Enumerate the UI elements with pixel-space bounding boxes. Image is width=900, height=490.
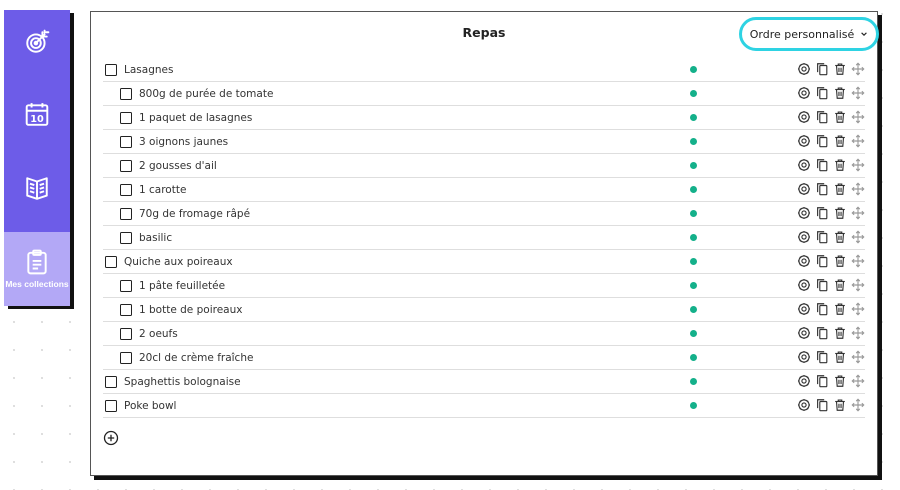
item-label: 1 pâte feuilletée bbox=[139, 279, 226, 292]
copy-icon bbox=[815, 350, 829, 364]
delete-button[interactable] bbox=[833, 206, 847, 220]
settings-button[interactable] bbox=[797, 206, 811, 220]
item-label: 2 gousses d'ail bbox=[139, 159, 217, 172]
status-dot bbox=[690, 114, 697, 121]
copy-button[interactable] bbox=[815, 134, 829, 148]
status-dot bbox=[690, 402, 697, 409]
item-checkbox[interactable] bbox=[120, 184, 132, 196]
settings-button[interactable] bbox=[797, 302, 811, 316]
row-actions bbox=[797, 86, 865, 100]
status-dot bbox=[690, 234, 697, 241]
drag-handle[interactable] bbox=[851, 302, 865, 316]
settings-icon bbox=[797, 326, 811, 340]
settings-icon bbox=[797, 398, 811, 412]
item-checkbox[interactable] bbox=[105, 64, 117, 76]
trash-icon bbox=[833, 254, 847, 268]
copy-button[interactable] bbox=[815, 86, 829, 100]
drag-handle[interactable] bbox=[851, 398, 865, 412]
list-item-recipe bbox=[103, 370, 865, 394]
drag-handle[interactable] bbox=[851, 86, 865, 100]
delete-button[interactable] bbox=[833, 134, 847, 148]
add-item-button[interactable] bbox=[103, 430, 119, 446]
item-checkbox[interactable] bbox=[120, 88, 132, 100]
item-label: 2 oeufs bbox=[139, 327, 178, 340]
row-actions bbox=[797, 206, 865, 220]
list-item-ingredient bbox=[103, 274, 865, 298]
item-label: 3 oignons jaunes bbox=[139, 135, 229, 148]
move-icon bbox=[851, 206, 865, 220]
book-icon bbox=[24, 175, 50, 201]
status-dot bbox=[690, 186, 697, 193]
status-dot bbox=[690, 306, 697, 313]
delete-button[interactable] bbox=[833, 350, 847, 364]
list-item-recipe bbox=[103, 58, 865, 82]
status-dot bbox=[690, 90, 697, 97]
copy-button[interactable] bbox=[815, 182, 829, 196]
copy-icon bbox=[815, 230, 829, 244]
plus-circle-icon bbox=[103, 430, 119, 446]
item-checkbox[interactable] bbox=[105, 400, 117, 412]
delete-button[interactable] bbox=[833, 302, 847, 316]
settings-icon bbox=[797, 206, 811, 220]
copy-icon bbox=[815, 86, 829, 100]
settings-icon bbox=[797, 254, 811, 268]
settings-button[interactable] bbox=[797, 398, 811, 412]
list-item-ingredient bbox=[103, 298, 865, 322]
settings-icon bbox=[797, 134, 811, 148]
chevron-down-icon bbox=[860, 30, 868, 38]
move-icon bbox=[851, 134, 865, 148]
copy-button[interactable] bbox=[815, 62, 829, 76]
settings-icon bbox=[797, 62, 811, 76]
delete-button[interactable] bbox=[833, 158, 847, 172]
sidebar-item-collections[interactable] bbox=[4, 232, 70, 306]
settings-button[interactable] bbox=[797, 182, 811, 196]
settings-button[interactable] bbox=[797, 158, 811, 172]
move-icon bbox=[851, 86, 865, 100]
list-item-ingredient bbox=[103, 82, 865, 106]
copy-icon bbox=[815, 134, 829, 148]
delete-button[interactable] bbox=[833, 62, 847, 76]
list-item-ingredient bbox=[103, 346, 865, 370]
settings-icon bbox=[797, 302, 811, 316]
copy-button[interactable] bbox=[815, 278, 829, 292]
row-actions bbox=[797, 134, 865, 148]
target-icon bbox=[24, 29, 50, 55]
row-actions bbox=[797, 374, 865, 388]
sort-order-label: Ordre personnalisé bbox=[749, 27, 855, 41]
copy-icon bbox=[815, 182, 829, 196]
delete-button[interactable] bbox=[833, 398, 847, 412]
move-icon bbox=[851, 374, 865, 388]
delete-button[interactable] bbox=[833, 230, 847, 244]
item-label: basilic bbox=[139, 231, 173, 244]
item-checkbox[interactable] bbox=[120, 352, 132, 364]
move-icon bbox=[851, 158, 865, 172]
item-checkbox[interactable] bbox=[120, 280, 132, 292]
copy-icon bbox=[815, 326, 829, 340]
sidebar-item-goals[interactable] bbox=[4, 12, 70, 72]
settings-button[interactable] bbox=[797, 230, 811, 244]
item-checkbox[interactable] bbox=[120, 232, 132, 244]
move-icon bbox=[851, 230, 865, 244]
drag-handle[interactable] bbox=[851, 134, 865, 148]
item-checkbox[interactable] bbox=[120, 304, 132, 316]
trash-icon bbox=[833, 86, 847, 100]
copy-button[interactable] bbox=[815, 326, 829, 340]
svg-text:10: 10 bbox=[30, 114, 44, 126]
copy-button[interactable] bbox=[815, 254, 829, 268]
trash-icon bbox=[833, 182, 847, 196]
settings-icon bbox=[797, 350, 811, 364]
status-dot bbox=[690, 210, 697, 217]
item-label: Quiche aux poireaux bbox=[124, 255, 233, 268]
delete-button[interactable] bbox=[833, 254, 847, 268]
row-actions bbox=[797, 230, 865, 244]
drag-handle[interactable] bbox=[851, 254, 865, 268]
row-actions bbox=[797, 110, 865, 124]
copy-icon bbox=[815, 110, 829, 124]
move-icon bbox=[851, 350, 865, 364]
settings-button[interactable] bbox=[797, 110, 811, 124]
item-checkbox[interactable] bbox=[120, 208, 132, 220]
copy-button[interactable] bbox=[815, 350, 829, 364]
row-actions bbox=[797, 158, 865, 172]
sidebar-item-label: Mes collections bbox=[5, 279, 69, 289]
copy-button[interactable] bbox=[815, 302, 829, 316]
delete-button[interactable] bbox=[833, 110, 847, 124]
copy-icon bbox=[815, 206, 829, 220]
status-dot bbox=[690, 138, 697, 145]
settings-button[interactable] bbox=[797, 350, 811, 364]
item-checkbox[interactable] bbox=[120, 136, 132, 148]
item-label: 20cl de crème fraîche bbox=[139, 351, 254, 364]
sort-order-dropdown[interactable] bbox=[739, 17, 879, 51]
copy-icon bbox=[815, 254, 829, 268]
drag-handle[interactable] bbox=[851, 350, 865, 364]
list-item-ingredient bbox=[103, 154, 865, 178]
item-list bbox=[103, 58, 865, 418]
status-dot bbox=[690, 282, 697, 289]
row-actions bbox=[797, 182, 865, 196]
item-label: 1 botte de poireaux bbox=[139, 303, 243, 316]
settings-button[interactable] bbox=[797, 86, 811, 100]
trash-icon bbox=[833, 326, 847, 340]
copy-icon bbox=[815, 374, 829, 388]
item-label: 1 paquet de lasagnes bbox=[139, 111, 253, 124]
move-icon bbox=[851, 254, 865, 268]
list-item-ingredient bbox=[103, 322, 865, 346]
copy-icon bbox=[815, 398, 829, 412]
list-item-ingredient bbox=[103, 130, 865, 154]
trash-icon bbox=[833, 230, 847, 244]
row-actions bbox=[797, 62, 865, 76]
trash-icon bbox=[833, 350, 847, 364]
status-dot bbox=[690, 378, 697, 385]
trash-icon bbox=[833, 158, 847, 172]
item-label: 70g de fromage râpé bbox=[139, 207, 251, 220]
copy-button[interactable] bbox=[815, 206, 829, 220]
copy-icon bbox=[815, 278, 829, 292]
copy-button[interactable] bbox=[815, 374, 829, 388]
list-item-ingredient bbox=[103, 106, 865, 130]
collection-panel bbox=[90, 11, 878, 476]
drag-handle[interactable] bbox=[851, 62, 865, 76]
trash-icon bbox=[833, 134, 847, 148]
trash-icon bbox=[833, 398, 847, 412]
delete-button[interactable] bbox=[833, 374, 847, 388]
copy-icon bbox=[815, 158, 829, 172]
list-item-recipe bbox=[103, 394, 865, 418]
trash-icon bbox=[833, 374, 847, 388]
trash-icon bbox=[833, 302, 847, 316]
item-label: Lasagnes bbox=[124, 63, 174, 76]
drag-handle[interactable] bbox=[851, 230, 865, 244]
status-dot bbox=[690, 162, 697, 169]
list-item-recipe bbox=[103, 250, 865, 274]
move-icon bbox=[851, 326, 865, 340]
item-label: Poke bowl bbox=[124, 399, 177, 412]
sidebar-item-recipes[interactable] bbox=[4, 158, 70, 218]
item-label: Spaghettis bolognaise bbox=[124, 375, 241, 388]
trash-icon bbox=[833, 62, 847, 76]
drag-handle[interactable] bbox=[851, 182, 865, 196]
row-actions bbox=[797, 278, 865, 292]
row-actions bbox=[797, 350, 865, 364]
copy-button[interactable] bbox=[815, 158, 829, 172]
copy-icon bbox=[815, 62, 829, 76]
status-dot bbox=[690, 258, 697, 265]
settings-icon bbox=[797, 86, 811, 100]
row-actions bbox=[797, 326, 865, 340]
copy-button[interactable] bbox=[815, 110, 829, 124]
settings-button[interactable] bbox=[797, 374, 811, 388]
move-icon bbox=[851, 110, 865, 124]
status-dot bbox=[690, 354, 697, 361]
item-checkbox[interactable] bbox=[105, 256, 117, 268]
settings-icon bbox=[797, 182, 811, 196]
settings-icon bbox=[797, 278, 811, 292]
trash-icon bbox=[833, 206, 847, 220]
item-checkbox[interactable] bbox=[120, 328, 132, 340]
move-icon bbox=[851, 62, 865, 76]
sidebar bbox=[4, 10, 70, 306]
list-item-ingredient bbox=[103, 178, 865, 202]
item-label: 800g de purée de tomate bbox=[139, 87, 274, 100]
delete-button[interactable] bbox=[833, 326, 847, 340]
settings-button[interactable] bbox=[797, 278, 811, 292]
row-actions bbox=[797, 254, 865, 268]
status-dot bbox=[690, 330, 697, 337]
settings-button[interactable] bbox=[797, 254, 811, 268]
list-item-ingredient bbox=[103, 202, 865, 226]
trash-icon bbox=[833, 278, 847, 292]
drag-handle[interactable] bbox=[851, 110, 865, 124]
clipboard-icon bbox=[24, 249, 50, 275]
calendar-icon bbox=[24, 101, 50, 127]
move-icon bbox=[851, 302, 865, 316]
drag-handle[interactable] bbox=[851, 278, 865, 292]
delete-button[interactable] bbox=[833, 182, 847, 196]
sidebar-item-calendar[interactable] bbox=[4, 84, 70, 144]
drag-handle[interactable] bbox=[851, 206, 865, 220]
trash-icon bbox=[833, 110, 847, 124]
settings-button[interactable] bbox=[797, 326, 811, 340]
drag-handle[interactable] bbox=[851, 326, 865, 340]
delete-button[interactable] bbox=[833, 278, 847, 292]
settings-button[interactable] bbox=[797, 134, 811, 148]
move-icon bbox=[851, 182, 865, 196]
item-checkbox[interactable] bbox=[105, 376, 117, 388]
drag-handle[interactable] bbox=[851, 158, 865, 172]
settings-icon bbox=[797, 374, 811, 388]
row-actions bbox=[797, 398, 865, 412]
page-title: Repas bbox=[462, 25, 506, 40]
settings-icon bbox=[797, 158, 811, 172]
copy-icon bbox=[815, 302, 829, 316]
status-dot bbox=[690, 66, 697, 73]
item-checkbox[interactable] bbox=[120, 160, 132, 172]
row-actions bbox=[797, 302, 865, 316]
settings-icon bbox=[797, 230, 811, 244]
copy-button[interactable] bbox=[815, 398, 829, 412]
copy-button[interactable] bbox=[815, 230, 829, 244]
delete-button[interactable] bbox=[833, 86, 847, 100]
move-icon bbox=[851, 398, 865, 412]
drag-handle[interactable] bbox=[851, 374, 865, 388]
item-label: 1 carotte bbox=[139, 183, 187, 196]
settings-button[interactable] bbox=[797, 62, 811, 76]
list-item-ingredient bbox=[103, 226, 865, 250]
move-icon bbox=[851, 278, 865, 292]
settings-icon bbox=[797, 110, 811, 124]
item-checkbox[interactable] bbox=[120, 112, 132, 124]
